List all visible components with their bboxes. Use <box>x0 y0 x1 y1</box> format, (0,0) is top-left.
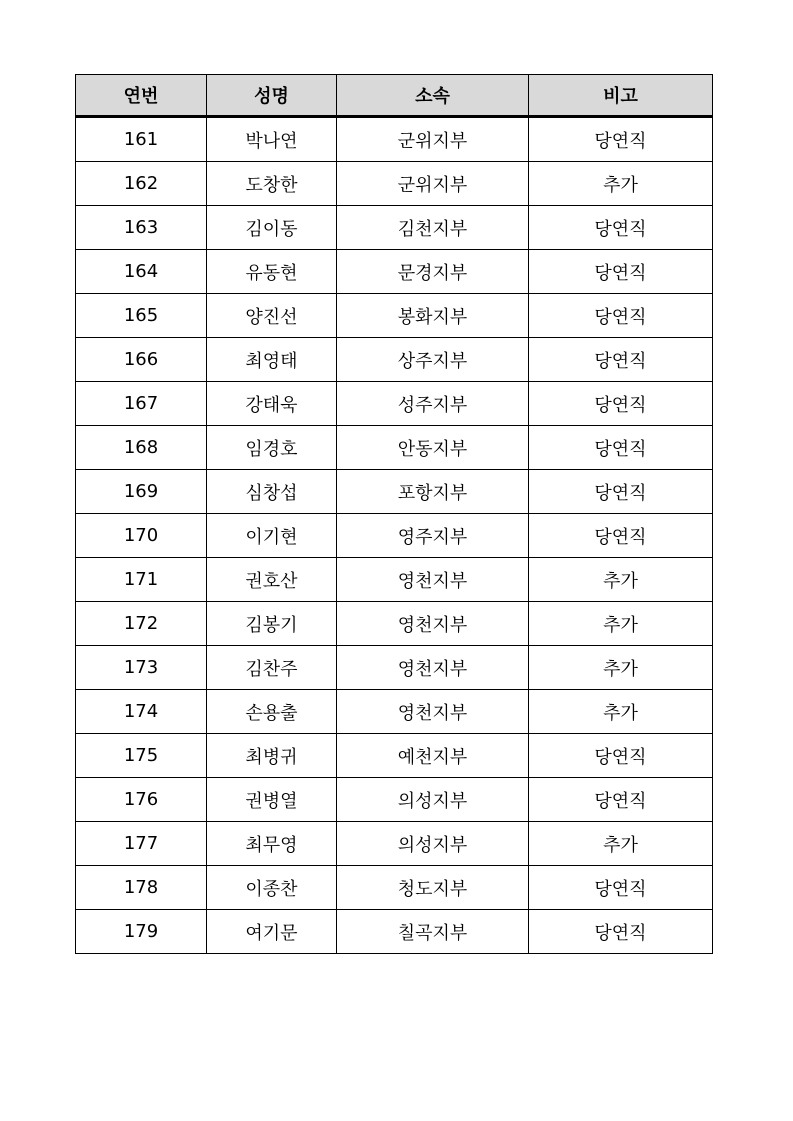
number-cell: 165 <box>76 294 207 338</box>
name-cell: 강태욱 <box>207 382 337 426</box>
number-cell: 169 <box>76 470 207 514</box>
name-cell: 최무영 <box>207 822 337 866</box>
number-cell: 176 <box>76 778 207 822</box>
table-row <box>76 690 713 734</box>
table-row <box>76 778 713 822</box>
name-cell: 최영태 <box>207 338 337 382</box>
branch-cell: 영천지부 <box>337 558 529 602</box>
note-cell: 당연직 <box>529 382 713 426</box>
number-cell: 173 <box>76 646 207 690</box>
number-cell: 161 <box>76 117 207 162</box>
note-cell: 당연직 <box>529 866 713 910</box>
header-branch: 소속 <box>337 75 529 117</box>
branch-cell: 봉화지부 <box>337 294 529 338</box>
number-cell: 179 <box>76 910 207 954</box>
table-row <box>76 822 713 866</box>
branch-cell: 상주지부 <box>337 338 529 382</box>
note-cell: 당연직 <box>529 734 713 778</box>
branch-cell: 영천지부 <box>337 690 529 734</box>
number-cell: 166 <box>76 338 207 382</box>
note-cell: 당연직 <box>529 426 713 470</box>
name-cell: 박나연 <box>207 117 337 162</box>
branch-cell: 의성지부 <box>337 778 529 822</box>
header-row <box>76 75 713 117</box>
name-cell: 유동현 <box>207 250 337 294</box>
name-cell: 이종찬 <box>207 866 337 910</box>
name-cell: 손용출 <box>207 690 337 734</box>
note-cell: 추가 <box>529 602 713 646</box>
branch-cell: 예천지부 <box>337 734 529 778</box>
note-cell: 당연직 <box>529 250 713 294</box>
note-cell: 추가 <box>529 690 713 734</box>
number-cell: 177 <box>76 822 207 866</box>
table-row <box>76 470 713 514</box>
name-cell: 김봉기 <box>207 602 337 646</box>
branch-cell: 영천지부 <box>337 602 529 646</box>
number-cell: 175 <box>76 734 207 778</box>
note-cell: 당연직 <box>529 206 713 250</box>
number-cell: 171 <box>76 558 207 602</box>
member-table <box>75 74 713 954</box>
table-body <box>76 117 713 954</box>
table-row <box>76 646 713 690</box>
note-cell: 추가 <box>529 646 713 690</box>
number-cell: 164 <box>76 250 207 294</box>
table-row <box>76 338 713 382</box>
number-cell: 162 <box>76 162 207 206</box>
table-row <box>76 734 713 778</box>
note-cell: 당연직 <box>529 117 713 162</box>
table-row <box>76 426 713 470</box>
table-header <box>76 75 713 117</box>
table-row <box>76 162 713 206</box>
branch-cell: 포항지부 <box>337 470 529 514</box>
name-cell: 양진선 <box>207 294 337 338</box>
number-cell: 167 <box>76 382 207 426</box>
branch-cell: 군위지부 <box>337 162 529 206</box>
branch-cell: 영주지부 <box>337 514 529 558</box>
table-row <box>76 382 713 426</box>
note-cell: 추가 <box>529 162 713 206</box>
note-cell: 당연직 <box>529 910 713 954</box>
note-cell: 당연직 <box>529 338 713 382</box>
number-cell: 163 <box>76 206 207 250</box>
number-cell: 174 <box>76 690 207 734</box>
table-row <box>76 250 713 294</box>
table-row <box>76 294 713 338</box>
branch-cell: 김천지부 <box>337 206 529 250</box>
branch-cell: 문경지부 <box>337 250 529 294</box>
branch-cell: 안동지부 <box>337 426 529 470</box>
note-cell: 당연직 <box>529 294 713 338</box>
name-cell: 임경호 <box>207 426 337 470</box>
branch-cell: 청도지부 <box>337 866 529 910</box>
header-number: 연번 <box>76 75 207 117</box>
branch-cell: 성주지부 <box>337 382 529 426</box>
header-name: 성명 <box>207 75 337 117</box>
name-cell: 최병귀 <box>207 734 337 778</box>
number-cell: 178 <box>76 866 207 910</box>
branch-cell: 칠곡지부 <box>337 910 529 954</box>
header-note: 비고 <box>529 75 713 117</box>
note-cell: 당연직 <box>529 778 713 822</box>
table-row <box>76 117 713 162</box>
table-row <box>76 910 713 954</box>
note-cell: 추가 <box>529 558 713 602</box>
table-row <box>76 866 713 910</box>
name-cell: 이기현 <box>207 514 337 558</box>
table-row <box>76 206 713 250</box>
branch-cell: 군위지부 <box>337 117 529 162</box>
note-cell: 추가 <box>529 822 713 866</box>
note-cell: 당연직 <box>529 514 713 558</box>
name-cell: 김찬주 <box>207 646 337 690</box>
name-cell: 여기문 <box>207 910 337 954</box>
branch-cell: 영천지부 <box>337 646 529 690</box>
name-cell: 권병열 <box>207 778 337 822</box>
table-row <box>76 602 713 646</box>
name-cell: 심창섭 <box>207 470 337 514</box>
number-cell: 172 <box>76 602 207 646</box>
number-cell: 170 <box>76 514 207 558</box>
note-cell: 당연직 <box>529 470 713 514</box>
name-cell: 도창한 <box>207 162 337 206</box>
table-row <box>76 514 713 558</box>
name-cell: 김이동 <box>207 206 337 250</box>
name-cell: 권호산 <box>207 558 337 602</box>
table-row <box>76 558 713 602</box>
branch-cell: 의성지부 <box>337 822 529 866</box>
number-cell: 168 <box>76 426 207 470</box>
